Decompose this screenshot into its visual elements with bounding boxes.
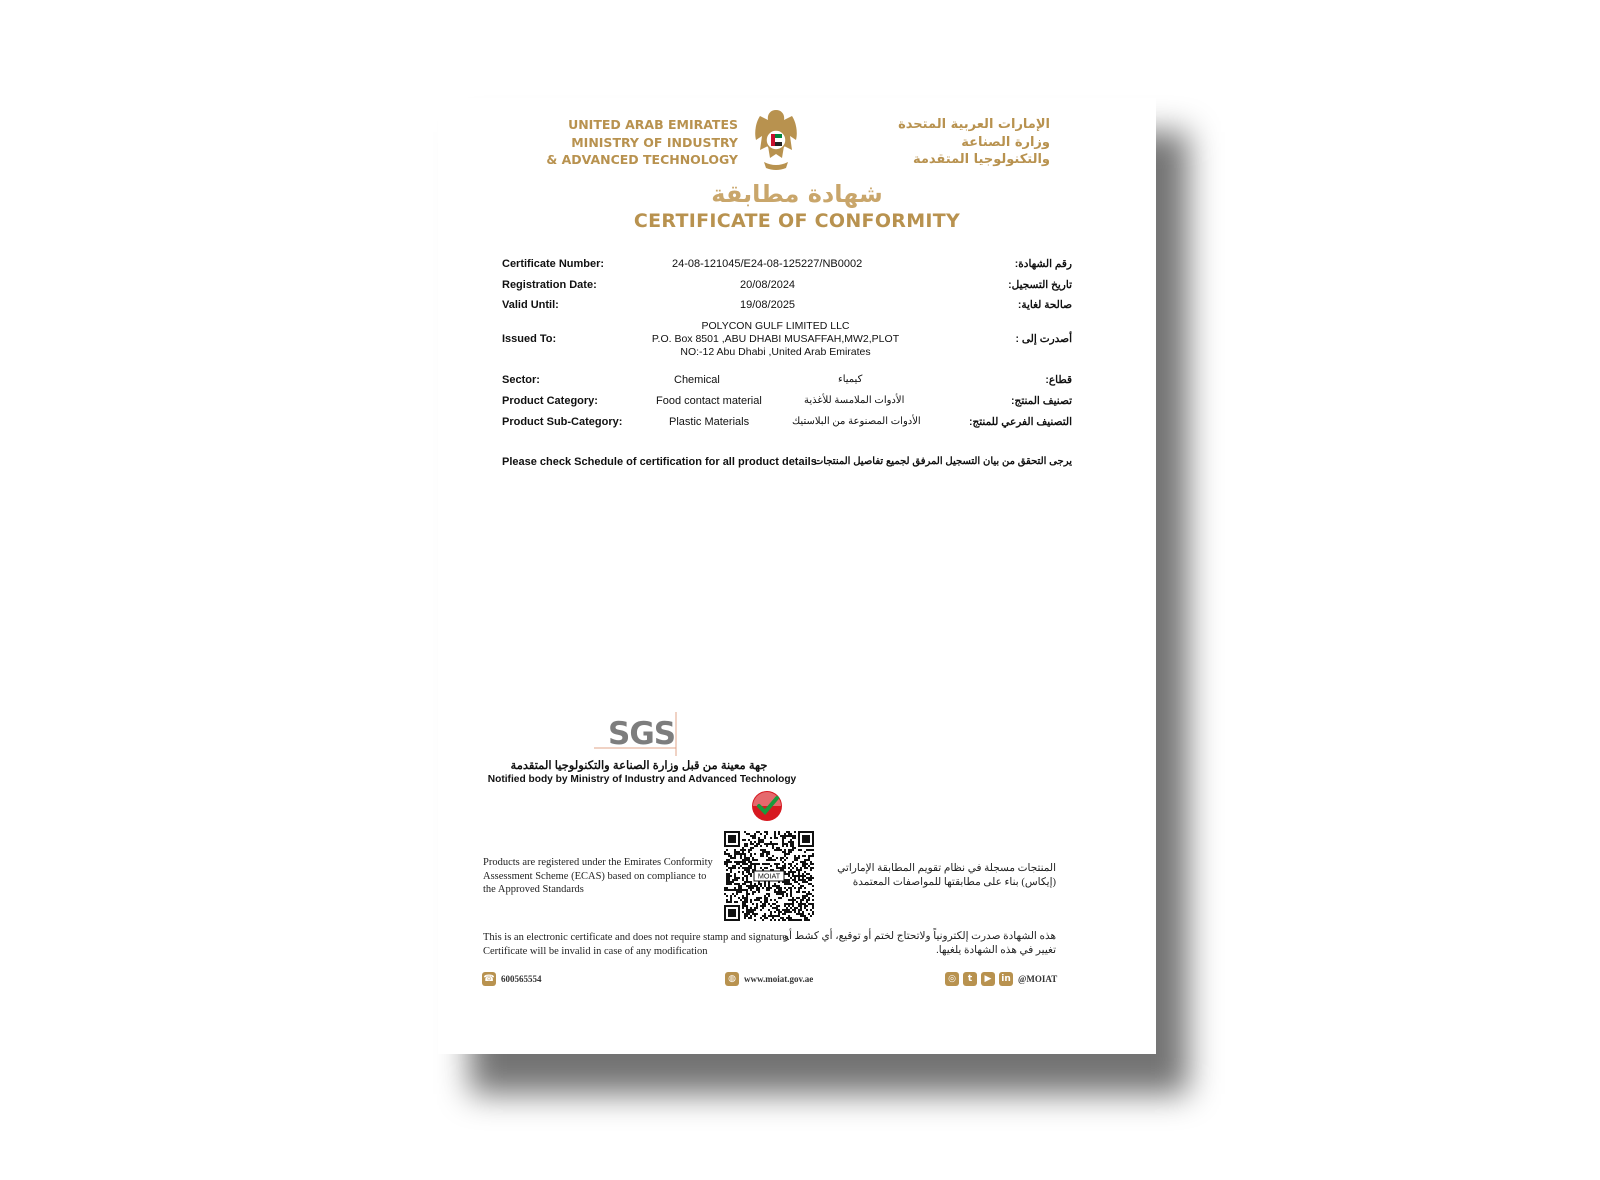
sector-value-ar: كيمياء — [838, 374, 863, 385]
sector-label: Sector: — [502, 374, 540, 386]
issued-to-address — [608, 320, 943, 359]
uae-emblem-icon — [750, 106, 802, 174]
title-arabic: شهادة مطابقة — [711, 180, 883, 208]
qr-code[interactable] — [724, 831, 814, 921]
header-en-line-3: & ADVANCED TECHNOLOGY — [546, 152, 738, 167]
product-sub-category-value-ar: الأدوات المصنوعة من البلاستيك — [792, 416, 921, 427]
footer-website-text: www.moiat.gov.ae — [744, 974, 814, 984]
registration-date-label-ar: تاريخ التسجيل: — [1008, 279, 1072, 291]
header-en-line-1: UNITED ARAB EMIRATES — [568, 117, 738, 132]
issued-to-line-3: NO:-12 Abu Dhabi ,United Arab Emirates — [680, 346, 871, 358]
schedule-note-en: Please check Schedule of certification for all product details — [502, 456, 817, 468]
issued-to-line-2: P.O. Box 8501 ,ABU DHABI MUSAFFAH,MW2,PLOT — [651, 333, 900, 345]
sector-row — [502, 374, 1072, 388]
issued-to-label: Issued To: — [502, 333, 557, 345]
registration-date-label: Registration Date: — [502, 279, 597, 291]
certificate-page — [438, 98, 1156, 1054]
valid-until-value: 19/08/2025 — [740, 299, 796, 311]
electronic-note-ar: هذه الشهادة صدرت إلكترونياً ولاتحتاج لختم أو توقيع، أي كشط أو تغيير في هذه الشهادة يلغيها. — [783, 931, 1056, 956]
qr-label: MOIAT — [757, 871, 781, 881]
product-sub-category-row — [502, 416, 1072, 430]
phone-icon: ☎ — [483, 974, 495, 984]
sector-label-ar: قطاع: — [1045, 374, 1072, 386]
product-category-value: Food contact material — [656, 395, 762, 407]
notified-body-en: Notified body by Ministry of Industry and Advanced Technology — [487, 774, 797, 785]
header-english — [538, 116, 738, 169]
registration-note-en: Products are registered under the Emirates Conformity Assessment Scheme (ECAS) based on compliance to the Approved Standards — [483, 857, 713, 895]
certificate-number-row — [502, 258, 1072, 272]
certificate-number-value: 24-08-121045/E24-08-125227/NB0002 — [672, 258, 863, 270]
youtube-icon[interactable]: ▶ — [981, 972, 995, 986]
globe-icon: ◍ — [725, 972, 739, 986]
twitter-icon[interactable]: t — [963, 972, 977, 986]
header-ar-line-3: والتكنولوجيا المتقدمة — [912, 152, 1050, 167]
product-category-label-ar: تصنيف المنتج: — [1011, 395, 1072, 407]
valid-until-row — [502, 299, 1072, 313]
product-category-value-ar: الأدوات الملامسة للأغذية — [804, 395, 905, 406]
footer-phone[interactable] — [482, 971, 542, 987]
notified-body-ar: جهة معينة من قبل وزارة الصناعة والتكنولوجيا المتقدمة — [510, 760, 768, 772]
issued-to-line-1: POLYCON GULF LIMITED LLC — [701, 320, 850, 332]
electronic-note-en: This is an electronic certificate and does not require stamp and signature. Certificate will be invalid in case of any modification — [483, 932, 790, 957]
product-sub-category-label-ar: التصنيف الفرعي للمنتج: — [968, 416, 1072, 428]
certificate-number-label-ar: رقم الشهادة: — [1014, 258, 1072, 270]
header-arabic — [810, 116, 1050, 169]
product-sub-category-label: Product Sub-Category: — [502, 416, 623, 428]
sector-value: Chemical — [674, 374, 720, 386]
product-sub-category-value: Plastic Materials — [669, 416, 750, 428]
valid-until-label: Valid Until: — [502, 299, 559, 311]
header-ar-line-2: وزارة الصناعة — [961, 134, 1050, 150]
registration-date-value: 20/08/2024 — [740, 279, 796, 291]
linkedin-icon[interactable]: in — [999, 972, 1013, 986]
footer-social — [945, 971, 1057, 987]
certificate-number-label: Certificate Number: — [502, 258, 605, 270]
sgs-logo: SGS — [608, 716, 676, 752]
issued-to-label-ar: أصدرت إلى : — [1015, 333, 1072, 345]
registration-note-ar: المنتجات مسجلة في نظام تقويم المطابقة الإماراتي (إيكاس) بناء على مطابقتها للمواصفات المعتمدة — [837, 863, 1056, 888]
schedule-note-ar: يرجى التحقق من بيان التسجيل المرفق لجميع تفاصيل المنتجات — [813, 456, 1072, 467]
header-en-line-2: MINISTRY OF INDUSTRY — [571, 134, 738, 150]
registration-date-row — [502, 279, 1072, 293]
valid-until-label-ar: صالحة لغاية: — [1017, 299, 1072, 311]
product-category-label: Product Category: — [502, 395, 598, 407]
footer-website[interactable] — [725, 971, 813, 987]
footer-social-handle: @MOIAT — [1018, 974, 1058, 984]
footer-phone-text: 600565554 — [501, 974, 542, 984]
title-english: CERTIFICATE OF CONFORMITY — [633, 210, 961, 232]
instagram-icon[interactable]: ◎ — [945, 972, 959, 986]
product-category-row — [502, 395, 1072, 409]
header-ar-line-1: الإمارات العربية المتحدة — [898, 117, 1050, 132]
uae-conformity-badge-icon — [751, 790, 783, 822]
